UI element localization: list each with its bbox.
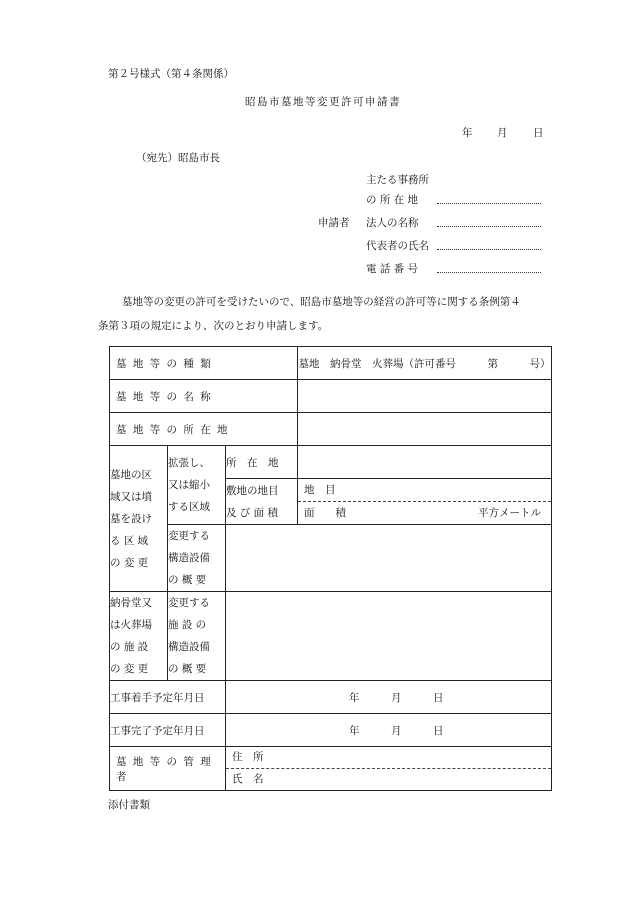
land-label: 敷地の地目 及 び 面 積 [226,479,298,525]
phone-field[interactable] [437,272,541,273]
addressee: （宛先）昭島市長 [136,152,220,164]
office-address-field[interactable] [437,203,541,204]
corp-name-field[interactable] [437,226,541,227]
area-location-label: 所 在 地 [226,446,298,479]
land-values [298,479,552,525]
land-category-field[interactable]: 地 目 [298,479,551,502]
body-text-line1: 墓地等の変更の許可を受けたいので、昭島市墓地等の経営の許可等に関する条例第４ [122,296,521,308]
expand-shrink-label: 拡張し、 又は縮小 する区域 [168,446,226,525]
area-change-label: 墓地の区 域又は墳 墓を設け る 区 域 の 変 更 [110,446,168,592]
attachments-label: 添付書類 [108,799,150,811]
page-title: 昭島市墓地等変更許可申請書 [245,96,401,108]
start-date-value[interactable]: 年 月 日 [226,681,552,714]
facility-change-value[interactable] [226,592,552,681]
form-number: 第２号様式（第４条関係） [108,68,234,80]
structure-change-value[interactable] [226,525,552,592]
office-label-2: の 所 在 地 [366,194,419,206]
phone-label: 電 話 番 号 [366,263,419,275]
rep-name-field[interactable] [437,249,541,250]
date-day: 日 [533,127,544,139]
facility-structure-label: 変更する 施 設 の 構造設備 の 概 要 [168,592,226,681]
land-area-field[interactable]: 面 積 平方メートル [298,502,551,524]
name-label: 墓 地 等 の 名 称 [110,380,298,413]
manager-label: 墓 地 等 の 管 理 者 [110,747,226,791]
type-label: 墓 地 等 の 種 類 [110,347,298,380]
application-table [109,346,552,791]
end-date-value[interactable]: 年 月 日 [226,714,552,747]
manager-address-field[interactable]: 住 所 [226,747,551,769]
corp-name-label: 法人の名称 [366,217,419,229]
manager-values [226,747,552,791]
rep-name-label: 代表者の氏名 [366,240,429,252]
applicant-label: 申請者 [318,217,350,229]
start-date-label: 工事着手予定年月日 [110,681,226,714]
location-value[interactable] [298,413,552,446]
facility-change-label: 納骨堂又 は火葬場 の 施 設 の 変 更 [110,592,168,681]
area-unit: 平方メートル [478,507,541,519]
manager-name-field[interactable]: 氏 名 [232,773,264,785]
end-date-label: 工事完了予定年月日 [110,714,226,747]
date-month: 月 [497,127,508,139]
location-label: 墓 地 等 の 所 在 地 [110,413,298,446]
name-value[interactable] [298,380,552,413]
office-label-1: 主たる事務所 [366,174,429,186]
area-location-value[interactable] [298,446,552,479]
structure-change-label: 変更する 構造設備 の 概 要 [168,525,226,592]
type-value[interactable]: 墓地 納骨堂 火葬場（許可番号 第 号） [298,347,552,380]
date-year: 年 [462,127,473,139]
body-text-line2: 条第３項の規定により、次のとおり申請します。 [98,320,329,332]
